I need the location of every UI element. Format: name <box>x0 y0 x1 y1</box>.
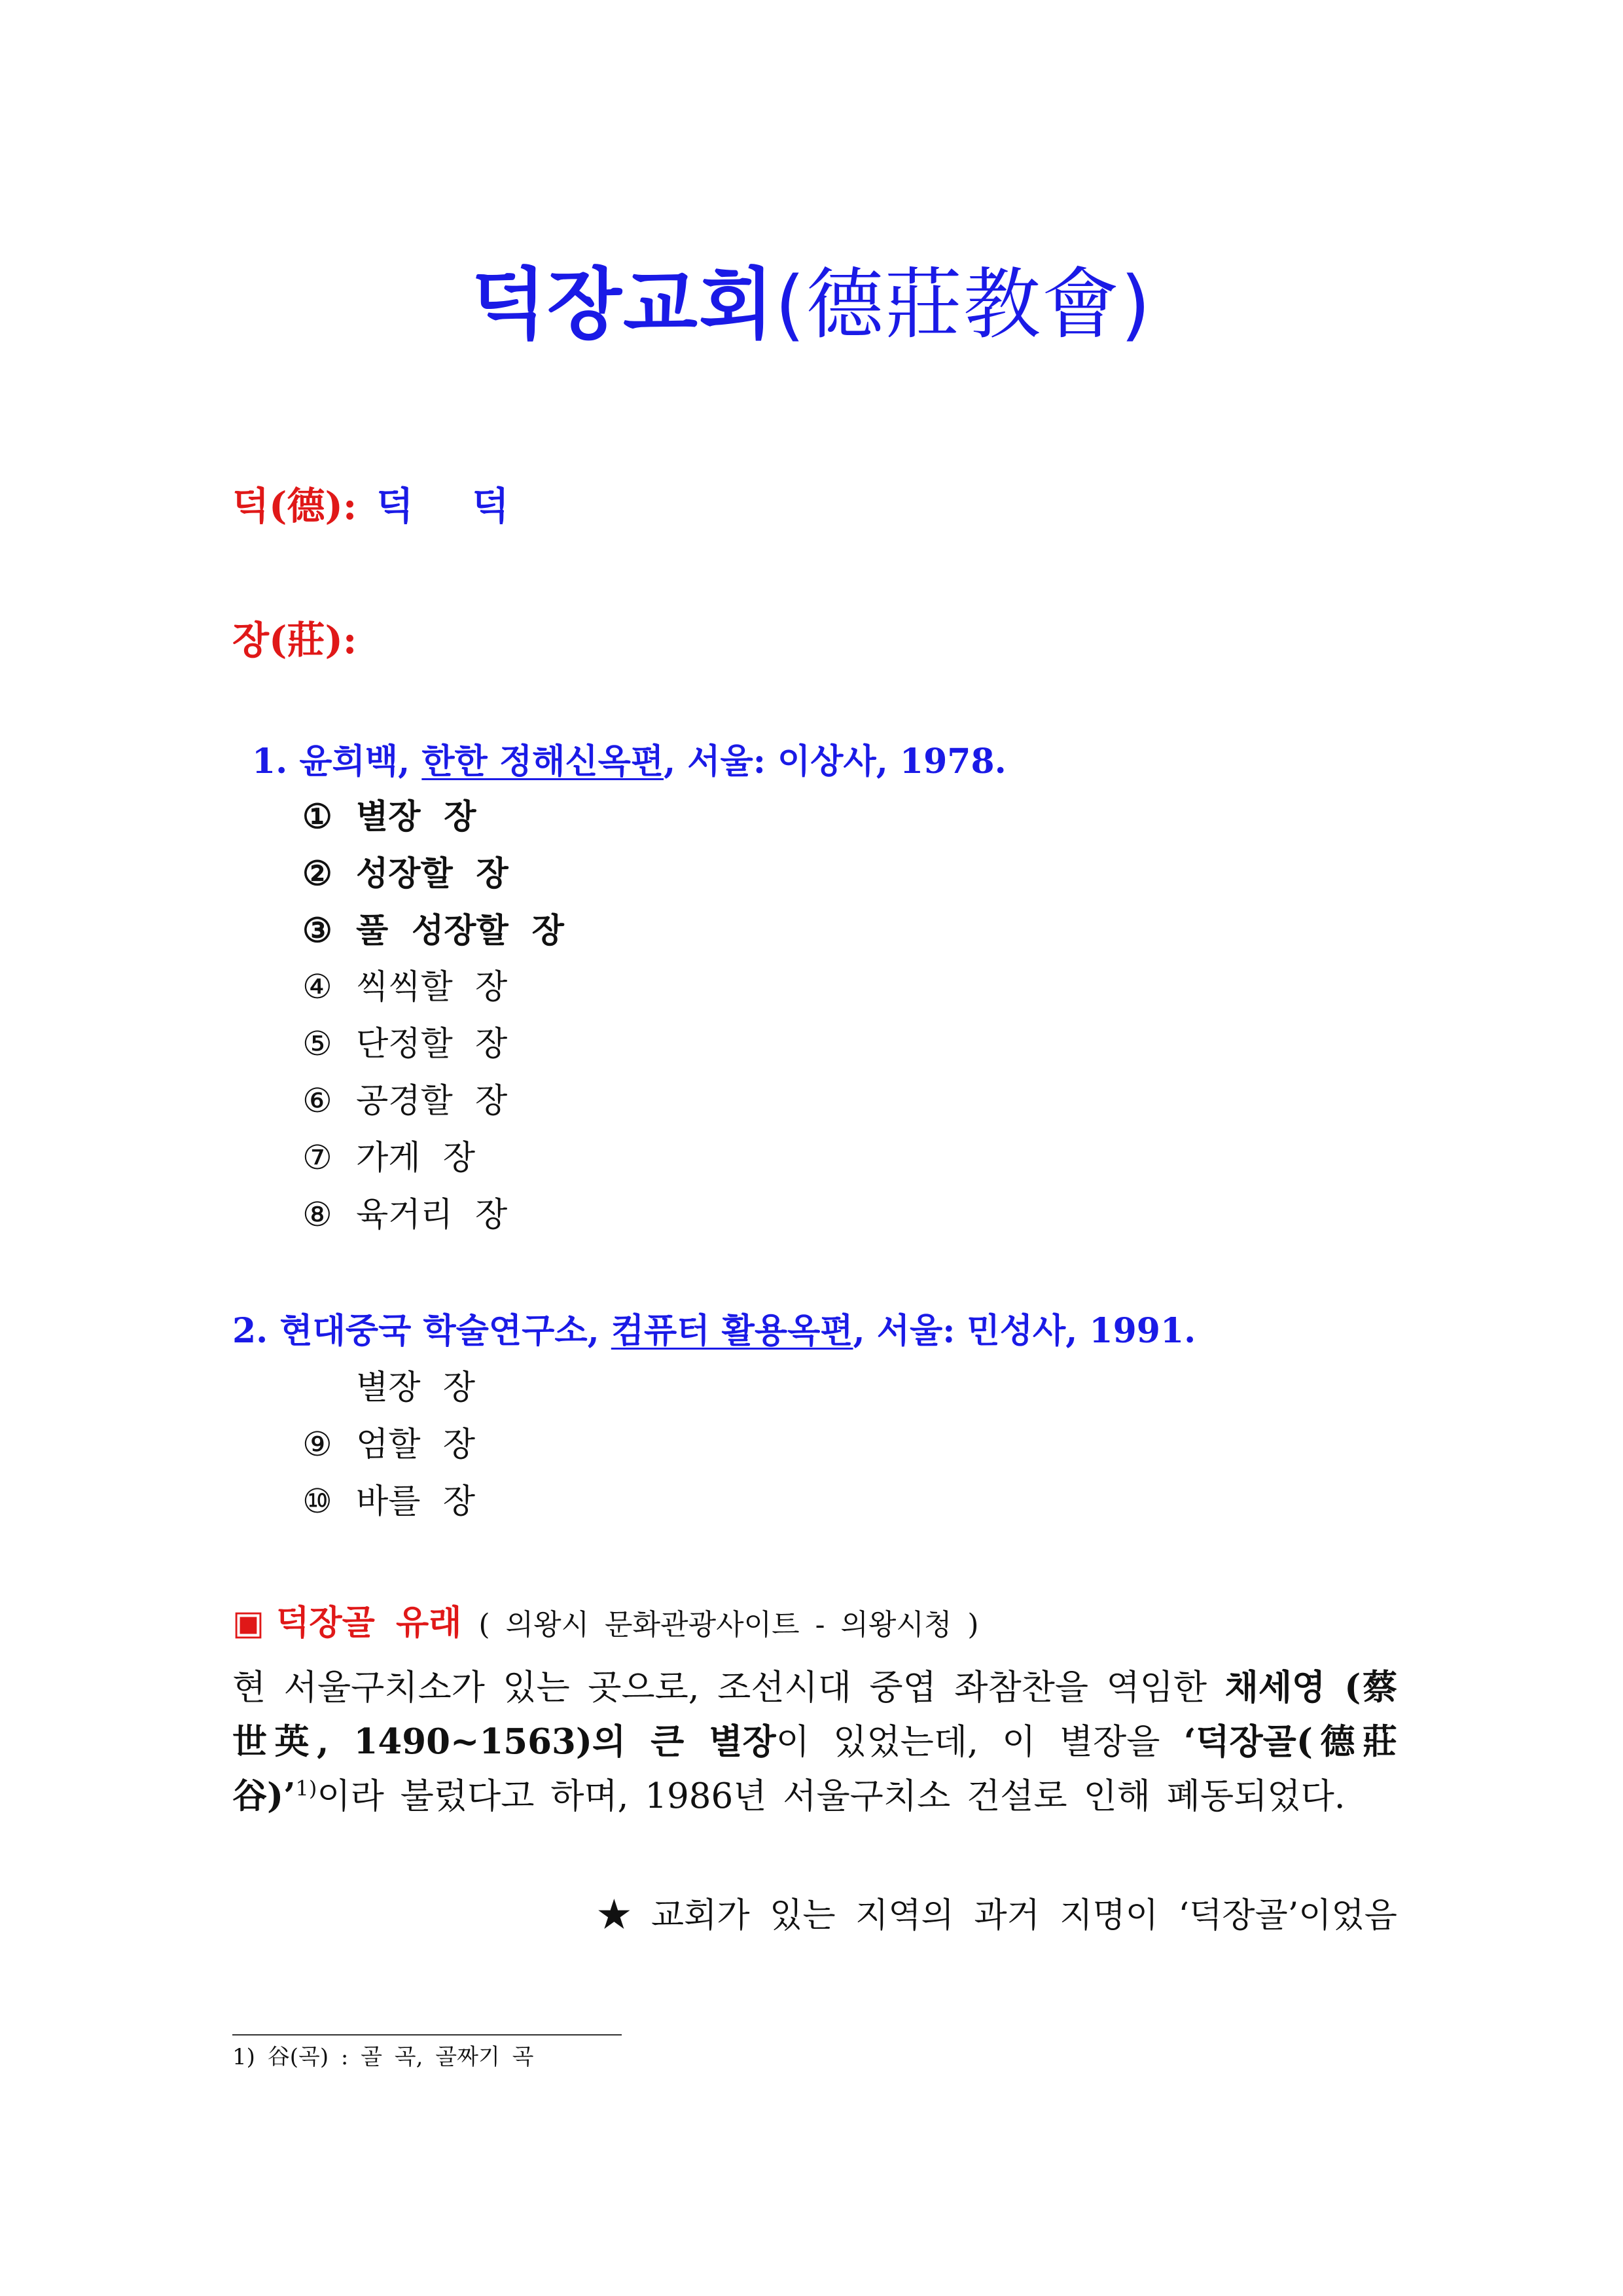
character-jang <box>232 617 376 663</box>
origin-title: 덕장골 유래 <box>276 1603 462 1643</box>
item-text: 육거리 장 <box>356 1196 508 1234</box>
paragraph-text: 현 서울구치소가 있는 곳으로, 조선시대 중엽 좌참찬을 역임한 <box>232 1668 1225 1708</box>
reference-1 <box>252 741 1007 783</box>
item-text: 별장 장 <box>356 797 476 836</box>
reference-2 <box>232 1310 1196 1352</box>
reference-author: 현대중국 학술연구소, <box>279 1311 599 1351</box>
square-bullet-icon: ▣ <box>232 1603 265 1643</box>
character-label: 장(莊): <box>232 618 357 662</box>
paragraph-text: 이라 불렀다고 하며, 1986년 서울구치소 건설로 인해 폐동되었다. <box>317 1776 1346 1816</box>
item-number: ⑥ <box>302 1082 332 1121</box>
list-item <box>302 797 476 837</box>
list-item <box>302 1482 475 1522</box>
list-item <box>302 967 507 1008</box>
item-number: ⑦ <box>302 1139 332 1177</box>
list-item <box>302 1425 475 1465</box>
title-main: 덕장교회 <box>471 259 775 350</box>
item-number: ⑤ <box>302 1025 332 1064</box>
footnote-reference[interactable]: 1) <box>295 1776 317 1801</box>
paragraph-text: 이 있었는데, 이 별장을 <box>776 1722 1184 1762</box>
reference-author: 윤희백, <box>299 742 410 781</box>
item-number: ③ <box>302 911 332 950</box>
list-item <box>302 1024 507 1065</box>
character-meaning: 덕 덕 <box>376 484 509 528</box>
item-text: 별장 장 <box>356 1369 476 1407</box>
paragraph-bold: 채세영 (蔡世英, 1490~1563)의 큰 별장 <box>232 1667 1398 1762</box>
item-text: 풀 성장할 장 <box>356 911 564 950</box>
origin-paragraph <box>232 1660 1397 1823</box>
item-text: 성장할 장 <box>356 854 508 893</box>
origin-heading <box>232 1602 979 1646</box>
reference-publisher: , 서울: 민성사, 1991. <box>853 1311 1196 1351</box>
item-text: 씩씩할 장 <box>356 968 508 1007</box>
title-hanja: (德莊教會) <box>774 259 1152 350</box>
star-note: ★ 교회가 있는 지역의 과거 지명이 ‘덕장골’이었음 <box>597 1896 1397 1935</box>
item-number: ② <box>302 854 332 893</box>
list-item <box>302 1081 507 1122</box>
item-number: ⑨ <box>302 1426 332 1464</box>
reference-book-title: 컴퓨터 활용옥편 <box>611 1311 853 1351</box>
list-item <box>302 910 564 951</box>
character-deok <box>232 483 509 529</box>
reference-book-title: 한한 정해신옥편 <box>421 742 664 781</box>
item-number: ① <box>302 797 332 836</box>
paragraph-bold: ‘덕장골(德莊谷)’ <box>232 1721 1397 1816</box>
list-item <box>302 1138 475 1179</box>
item-number: ⑩ <box>302 1482 332 1521</box>
footnote: 1) 谷(곡) : 골 곡, 골짜기 곡 <box>232 2044 534 2070</box>
item-text: 엄할 장 <box>356 1426 476 1464</box>
item-text: 단정할 장 <box>356 1025 508 1064</box>
list-item <box>302 1368 475 1408</box>
list-item <box>302 1195 507 1236</box>
reference-number: 2. <box>232 1311 268 1351</box>
item-number: ⑧ <box>302 1196 332 1234</box>
reference-number: 1. <box>252 742 288 781</box>
character-label: 덕(德): <box>232 484 357 528</box>
reference-publisher: , 서울: 이상사, 1978. <box>664 742 1007 781</box>
item-text: 가게 장 <box>356 1139 476 1177</box>
list-item <box>302 853 508 894</box>
item-text: 공경할 장 <box>356 1082 508 1121</box>
page-title <box>0 259 1623 350</box>
item-text: 바를 장 <box>356 1482 476 1521</box>
footnote-divider <box>232 2034 622 2036</box>
item-number: ④ <box>302 968 332 1007</box>
origin-source: ( 의왕시 문화관광사이트 - 의왕시청 ) <box>478 1608 979 1641</box>
